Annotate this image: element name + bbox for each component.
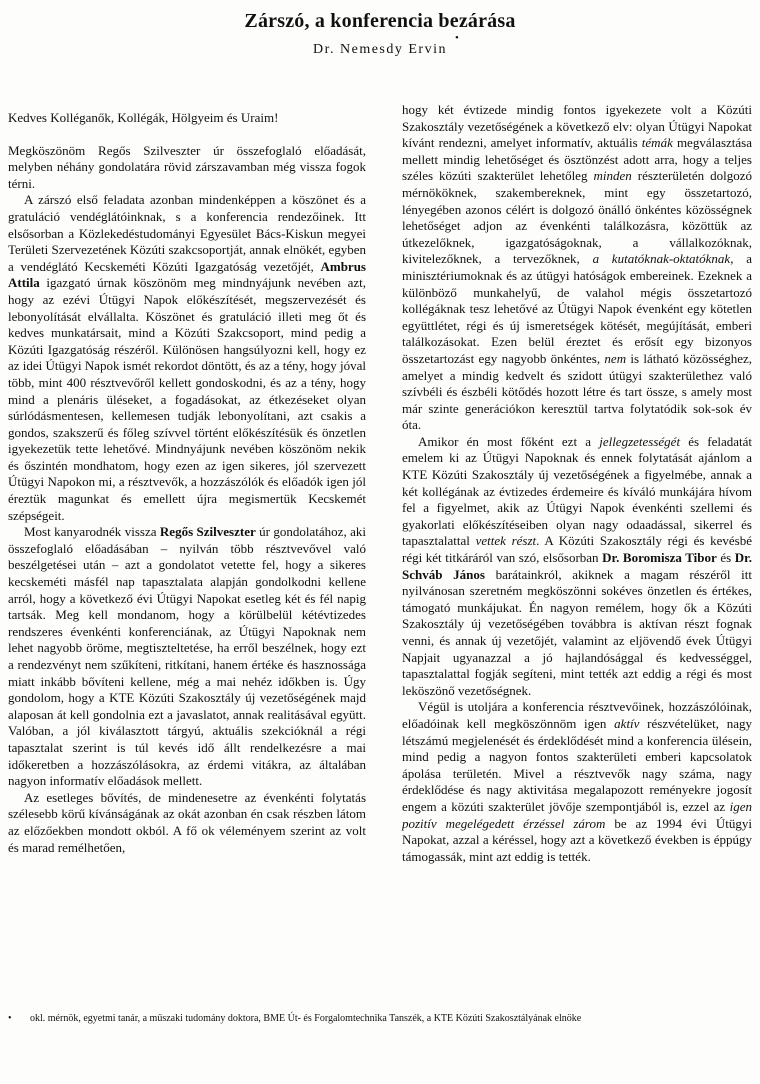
paragraph: A zárszó első feladata azonban mindenképpen a köszönet és a gratuláció vendéglátóinknak, s a konferencia rendezőinek. Itt elsősorban a Közlekedéstudományi Egyesület Bács-Kiskun megyei Területi Szervezetének Közúti szakcsoportját, annak elnökét, egyben a vendéglátó Kecskeméti Közúti Igazgatóság vezetőjét, Ambrus Attila igazgató úrnak köszönöm meg mindnyájunk nevében azt, hogy az ezévi Útügyi Napok előkészítését, megszervezését és lebonyolítását elvállalta. Köszönet és gratuláció illeti meg őt és kedves munkatársait, mind a Közúti Szakcsoport, mind pedig a Közúti Igazgatóság részéről. Különösen hangsúlyozni kell, hogy ez az idei Útügyi Napok ismét rekordot döntött, és az a tény, hogy jóval több, mint 400 résztvevőről kellett gondoskodni, és az a tény, hogy mind a plenáris üléseket, a fogadásokat, az étkezéseket olyan súrlódásmentesen, kellemesen tudják lebonyolítani, azt csakis a gondos, szakszerű és főleg szívvel történt előkészítésük és önzetlen igyekezetük tette lehetővé. Mindnyájunk nevében köszönöm nekik és őszintén mondhatom, hogy ezen az igen sikeres, jól szervezett Útügyi Napokon mi, a résztvevők, a hozzászólók és előadók igen jól éreztük magunkat és emellett újra megismertük Kecskemét szépségeit. [8, 192, 367, 523]
left-column [8, 110, 366, 856]
emphasis: témák [641, 135, 673, 151]
paragraph: Megköszönöm Regős Szilveszter úr összefoglaló előadását, melyben néhány gondolatára rövid zárszavamban még vissza fogok térni. [8, 142, 366, 191]
emphasis: minden [593, 168, 632, 184]
emphasis: a kutatóknak-oktatóknak [592, 251, 731, 267]
paragraph: Amikor én most főként ezt a jellegzetességét és feladatát emelem ki az Útügyi Napoknak és ennek folytatását ajánlom a KTE Közúti Szakosztály új vezetőségének a figyelmébe, annak a két kollégának az évtizedes érdemeire és kíváló munkájára hívom fel a figyelmet, akik az Útügyi Napok évenkénti szellemi és gyakorlati előkészítéseiben olyan nagy odaadással, sikerrel és tapasztalattal vettek részt. A Közúti Szakosztály régi és kevésbé régi két titkáráról van szó, elsősorban Dr. Boromisza Tibor és Dr. Schváb János barátainkról, akiknek a magam részéről itt nyilvánosan szeretném megköszönni sokéves önzetlen és értékes, támogató munkájukat. Én nagyon remélem, hogy ők a Közúti Szakosztály új vezetőségében továbbra is aktívan részt fognak venni, és annak új vezetőjét, valamint az eljövendő évek Útügyi Napjait ugyanazzal a jó hajlandósággal és kedvességgel, tapasztalattal fogják segíteni, mint tették azt eddig a régi és most leköszönő vezetőségnek. [402, 433, 753, 698]
person-name: Regős Szilveszter [159, 524, 256, 540]
emphasis: aktív [614, 715, 640, 731]
salutation: Kedves Kolléganők, Kollégák, Hölgyeim és Uraim! [8, 110, 279, 125]
page-title: Zárszó, a konferencia bezárása [244, 10, 516, 32]
emphasis: zárom [573, 815, 606, 831]
emphasis: vettek részt [475, 533, 537, 549]
emphasis: igen pozitív megelégedett érzéssel [402, 798, 752, 831]
right-column [402, 102, 752, 865]
person-name: Dr. Boromisza Tibor [602, 550, 717, 566]
paragraph: Az esetleges bővítés, de mindenesetre az évenkénti folytatás szélesebb körű kívánságának az okát azonban én csak részben látom az előzőekben mondott okból. A fő ok véleményem szerint az volt és marad remélhetően, [8, 789, 366, 855]
paragraph: Most kanyarodnék vissza Regős Szilveszter úr gondolatához, aki összefoglaló előadásában – nyilván több résztvevővel való beszélgetései után – azt a gondolatot vetette fel, hogy a sikeres kecskeméti másfél nap tapasztalata alapján gondolkodni kellene arról, hogy a következő évi Útügyi Napokat esetleg két és fél napig tartsák. Meg kell mondanom, hogy a körülbelül kétévtizedes rendszeres évenkénti konferenciának, az Útügyi Napoknak nem lehet nagyobb öröme, megtiszteltetése, ha erről beszélnek, hogy ezt a rendezvényt nem szűkíteni, ritkítani, hanem értéke és hasznossága miatt inkább bővíteni kellene, még a mai nehéz időkben is. Úgy gondolom, hogy a KTE Közúti Szakosztály új vezetőségének majd alaposan át kell gondolnia ezt a javaslatot, annak realitásával együtt. Valóban, a jól kiválasztott tárgyú, aktuális szekcióknál a régi tapasztalat szerint is túl kevés idő állt rendelkezésre a mai időkeretben a hozzászólásokra, az érdemi vitákra, az általában nagyon informatív előadások mellett. [8, 524, 367, 789]
footnote-text: okl. mérnök, egyetmi tanár, a műszaki tudomány doktora, BME Út- és Forgalomtechnika Tanszék, a KTE Közúti Szakosztályának elnöke [30, 1013, 582, 1024]
author-footnote-mark: • [455, 32, 459, 44]
footnote-mark: • [8, 1013, 12, 1024]
author-name: Dr. Nemesdy Ervin [313, 42, 447, 57]
emphasis: nem [604, 350, 627, 366]
person-name: Dr. Schváb János [402, 550, 753, 582]
footnote [8, 1012, 752, 1025]
person-name: Ambrus Attila [8, 258, 366, 291]
emphasis: jellegzetességét [599, 433, 681, 449]
paragraph: Végül is utoljára a konferencia résztvevőinek, hozzászólóinak, előadóinak kell megköszönnöm igen aktív részvételüket, nagy létszámú megjelenését és érdeklődését mind a konferencia ülésein, mind pedig a nagyon fontos szakterületi emberi kapcsolatok ápolása területén. Mivel a résztvevők nagy száma, nagy érdeklődése és nagy aktivitása megalapozott reményekre jogosít engem a közúti szakterület jövője szempontjából is, ezzel az igen pozitív megelégedett érzéssel zárom be az 1994 évi Útügyi Napokat, azzal a kéréssel, hogy azt a következő években is éppúgy támogassák, mint azt eddig is tették. [402, 699, 752, 864]
paragraph: hogy két évtizede mindig fontos igyekezete volt a Közúti Szakosztály vezetőségének a következő elv: olyan Útügyi Napokat kívánt rendezni, amelyet informatív, aktuális témák megválasztása mellett mindig lehetőséget és ösztönzést adott arra, hogy a teljes széles közúti szakterület lehetőleg minden részterületén dolgozó mérnököknek, szakembereknek, mint egy összetartozó, lényegében azonos célért is dolgozó önálló önkéntes közösségnek lehetőséget adjon az évenkénti találkozásra, közöttük az útkezelőknek, igazgatóságoknak, a vállalkozóknak, kivitelezőknek, a tervezőknek, a kutatóknak-oktatóknak, a minisztériumoknak és az útügyi hatóságok embereinek. Ezeknek a különböző munkahelyű, de valahol mégis összetartozó kollégáknak tesz lehetővé az Útügyi Napok évenként egy kötetlen együttlétet, régi és új ismeretségek kötését, megújítását, emberi találkozásokat. Ezen belül éreztet és erősít egy bizonyos összetartozást egy nagyobb önkéntes, nem is látható közösséghez, amelyet a mindig kedvelt és szidott útügyi szakterülethez való szívbéli és észbéli kötődés hozott létre és tart össze, s amely most már szinte generációkon keresztül tartva folytatódik sok-sok év óta. [402, 102, 753, 433]
